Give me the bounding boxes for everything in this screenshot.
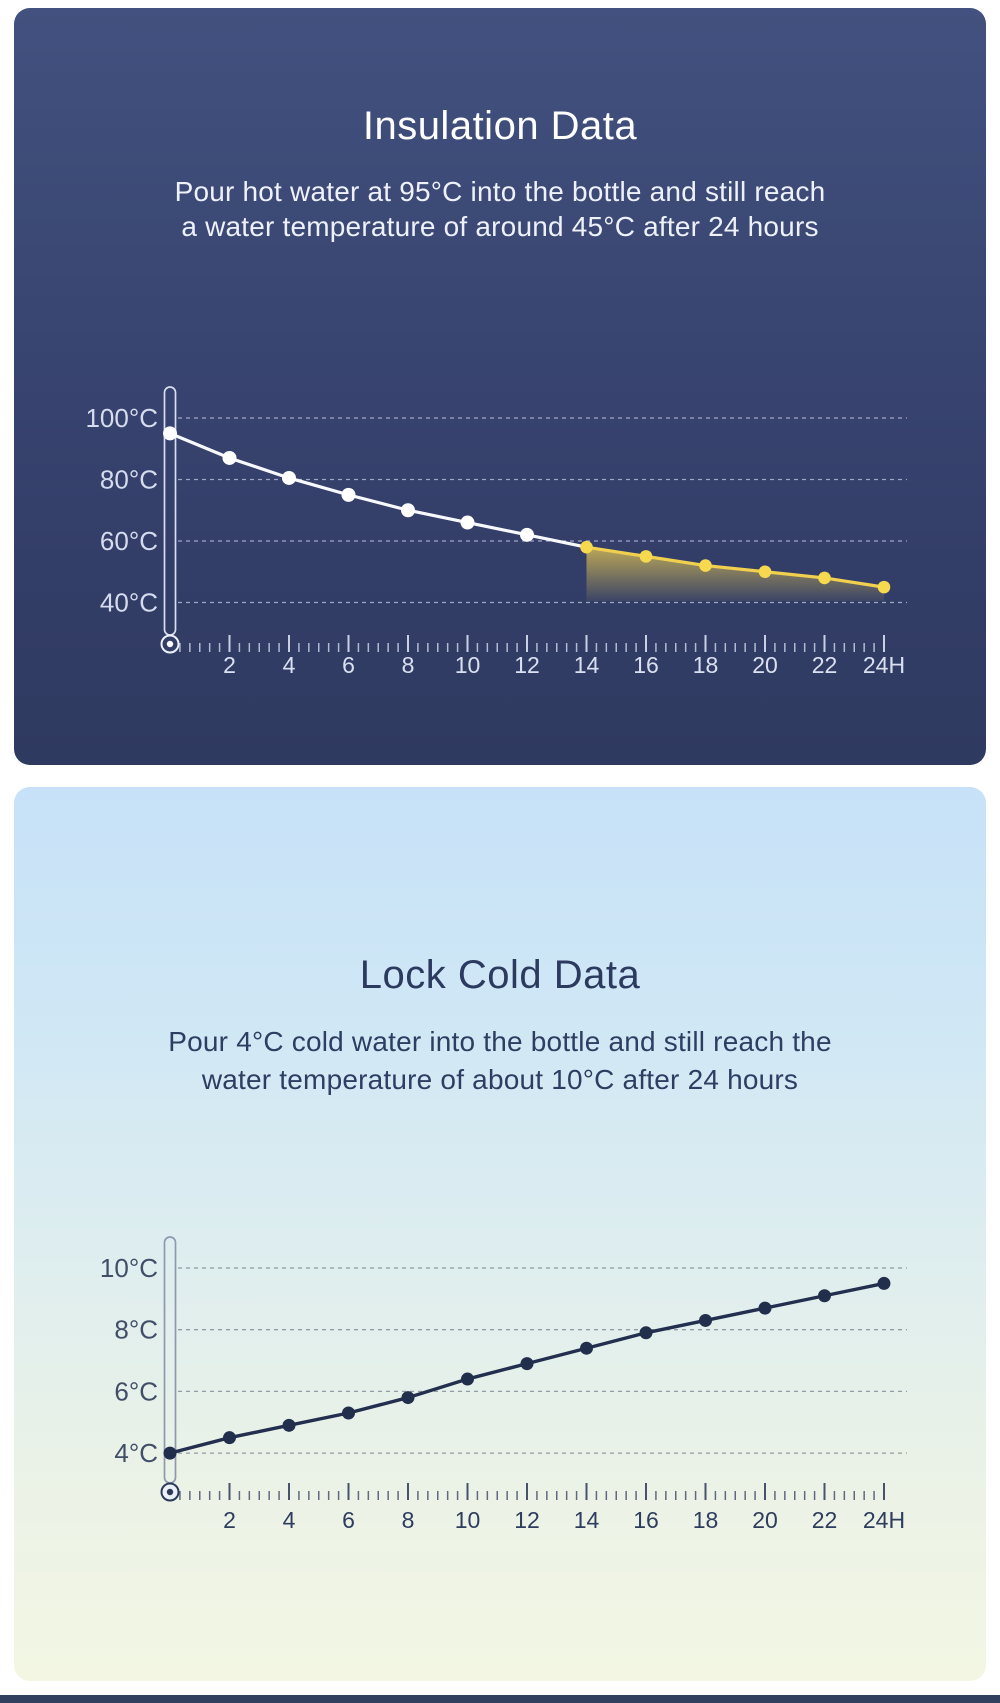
x-axis-label: 20	[752, 652, 778, 678]
insulation-title: Insulation Data	[362, 104, 638, 148]
data-point	[223, 451, 237, 465]
data-point	[759, 1302, 772, 1315]
x-axis-label: 22	[811, 652, 838, 678]
insulation-subtitle-line2: a water temperature of around 45°C after 24 hours	[181, 211, 819, 242]
x-axis-label: 10	[454, 652, 481, 678]
x-axis-label: 6	[342, 652, 355, 678]
insulation-section	[14, 8, 986, 765]
thermometer-bulb-dot	[167, 1489, 173, 1495]
thermometer-tube	[165, 387, 176, 635]
thermometer-bulb-dot	[167, 641, 173, 647]
insulation-line-chart	[14, 8, 986, 765]
x-axis-label: 16	[633, 652, 659, 678]
y-axis-label: 6°C	[114, 1376, 158, 1407]
data-point	[818, 1289, 831, 1302]
x-axis-label: 22	[811, 1507, 838, 1533]
data-point	[401, 503, 415, 517]
y-axis-label: 80°C	[99, 464, 158, 495]
next-section-edge	[0, 1695, 1000, 1703]
x-axis-label: 16	[633, 1507, 659, 1533]
x-axis-label: 4	[282, 652, 296, 678]
x-axis-label: 14	[573, 1507, 600, 1533]
thermometer-tube	[165, 1237, 176, 1483]
x-axis-label: 12	[514, 1507, 540, 1533]
data-point	[759, 565, 772, 578]
data-point	[461, 516, 475, 530]
data-point	[818, 572, 831, 585]
data-point	[223, 1431, 236, 1444]
x-axis-label: 18	[692, 652, 719, 678]
data-point	[640, 550, 653, 563]
data-point	[580, 541, 593, 554]
data-point	[878, 1277, 891, 1290]
x-axis-label: 8	[401, 652, 415, 678]
data-point	[699, 1314, 712, 1327]
x-axis-label: 24H	[862, 652, 906, 678]
x-axis-label: 8	[401, 1507, 415, 1533]
data-point	[521, 1357, 534, 1370]
x-axis-label: 6	[342, 1507, 355, 1533]
x-axis-label: 18	[692, 1507, 719, 1533]
lock-cold-subtitle-line2: water temperature of about 10°C after 24 hours	[201, 1064, 799, 1095]
y-axis-label: 60°C	[99, 526, 158, 556]
data-point	[282, 471, 296, 485]
lock-cold-section	[14, 787, 986, 1681]
lock-cold-title: Lock Cold Data	[359, 953, 641, 997]
x-axis-label: 2	[223, 652, 236, 678]
x-axis-label: 14	[573, 652, 600, 678]
y-axis-label: 100°C	[85, 403, 158, 433]
x-axis-label: 12	[514, 652, 540, 678]
y-axis-label: 8°C	[114, 1314, 158, 1345]
data-point	[878, 581, 891, 594]
lock-cold-subtitle-line1: Pour 4°C cold water into the bottle and still reach the	[168, 1026, 832, 1057]
x-axis-label: 10	[454, 1507, 481, 1533]
data-point	[580, 1342, 593, 1355]
insulation-subtitle-line1: Pour hot water at 95°C into the bottle and still reach	[174, 176, 826, 207]
data-point	[640, 1326, 653, 1339]
y-axis-label: 40°C	[99, 587, 158, 618]
lock-cold-line-chart	[14, 787, 986, 1681]
data-point	[163, 426, 177, 440]
data-point	[342, 488, 356, 502]
x-axis-label: 2	[223, 1507, 236, 1533]
data-point	[699, 559, 712, 572]
x-axis-label: 20	[752, 1507, 778, 1533]
data-point	[402, 1391, 415, 1404]
data-point	[283, 1419, 296, 1432]
x-axis-label: 24H	[862, 1507, 906, 1533]
x-axis-label: 4	[282, 1507, 296, 1533]
data-point	[520, 528, 534, 542]
data-point	[461, 1373, 474, 1386]
y-axis-label: 4°C	[114, 1438, 158, 1469]
y-axis-label: 10°C	[99, 1253, 158, 1283]
data-point	[342, 1406, 355, 1419]
data-point	[164, 1447, 177, 1460]
